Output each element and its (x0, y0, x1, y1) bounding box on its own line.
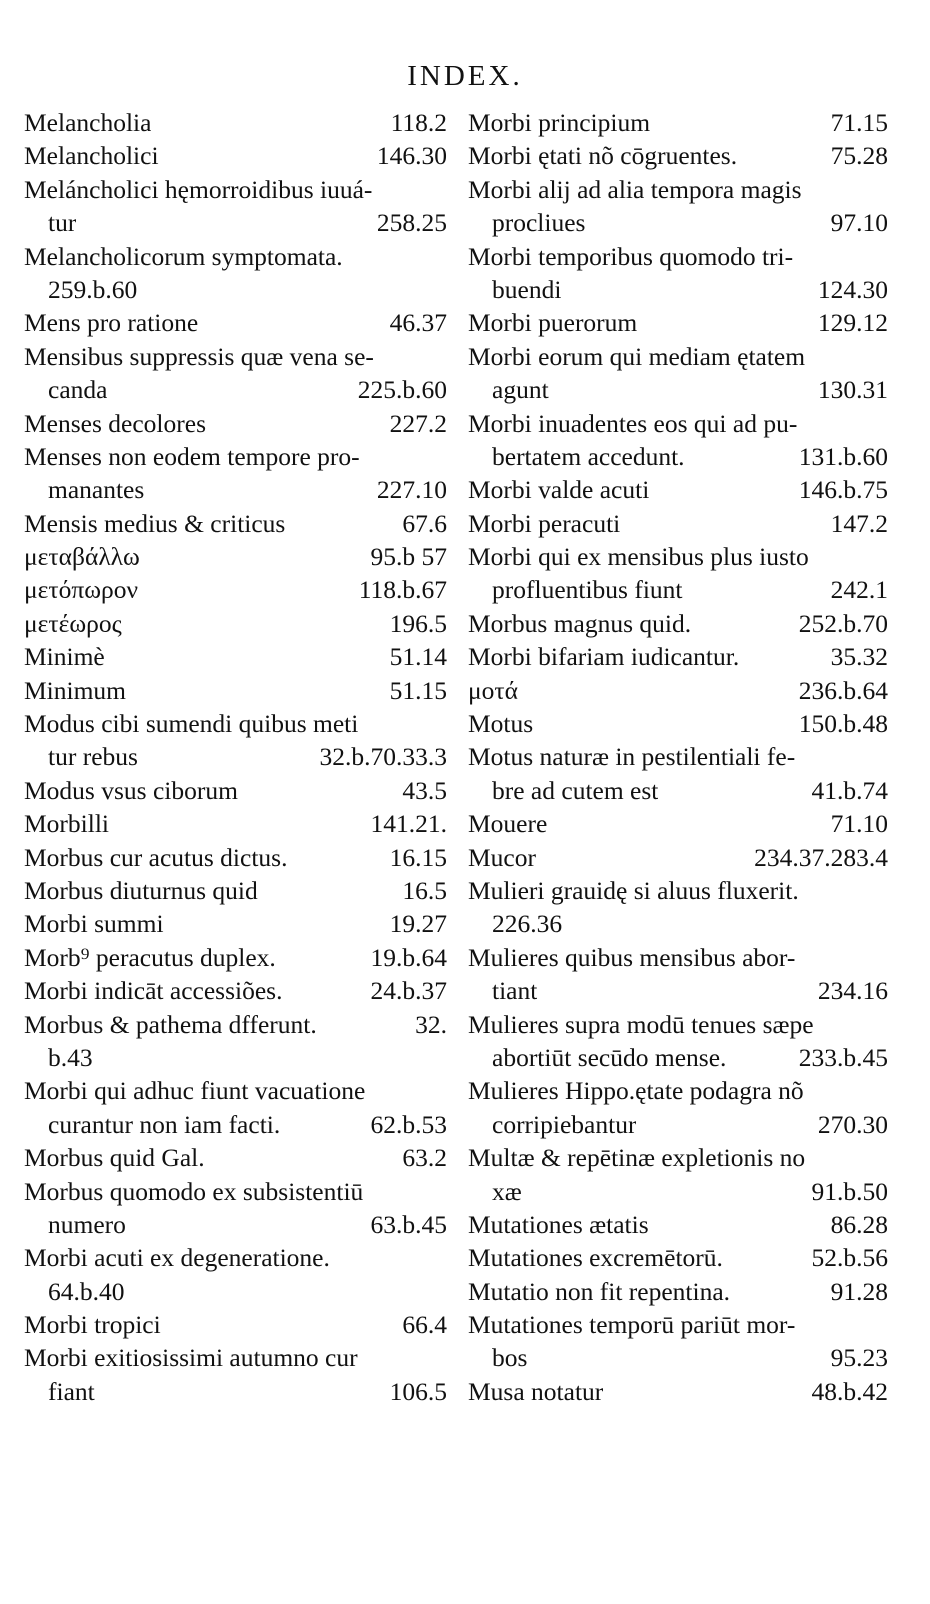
entry-line (468, 941, 888, 974)
entry-line (24, 206, 447, 239)
index-entry (468, 707, 888, 740)
entry-text: Morbus cur acutus dictus. (24, 842, 288, 872)
entry-line (24, 573, 447, 606)
entry-line (24, 440, 447, 473)
entry-line (24, 907, 447, 940)
entry-line (24, 106, 447, 139)
index-entry (468, 607, 888, 640)
entry-text: Morbus magnus quid. (468, 608, 692, 638)
index-entry (24, 407, 447, 440)
page-reference: 95.b 57 (370, 542, 447, 572)
index-entry (468, 740, 888, 807)
entry-text: Musa notatur (468, 1376, 604, 1406)
entry-text: Morbus quomodo ex subsistentiū (24, 1176, 364, 1206)
index-entry (24, 573, 447, 606)
page-reference: 51.14 (389, 642, 447, 672)
index-entry (468, 941, 888, 1008)
entry-line (468, 674, 888, 707)
index-entry (468, 1375, 888, 1408)
entry-line (24, 507, 447, 540)
entry-line (24, 540, 447, 573)
entry-line (24, 1241, 447, 1274)
entry-line (24, 473, 447, 506)
index-entry (24, 306, 447, 339)
page-reference: 91.b.50 (811, 1176, 888, 1206)
entry-line (468, 1041, 888, 1074)
entry-line (468, 607, 888, 640)
page-reference: 16.5 (402, 875, 447, 905)
index-column-left (24, 106, 447, 1408)
entry-line (24, 1041, 447, 1074)
index-entry (468, 407, 888, 474)
page-reference: 63.b.45 (370, 1209, 447, 1239)
entry-line (24, 674, 447, 707)
page-reference: 150.b.48 (798, 709, 888, 739)
entry-line (24, 1275, 447, 1308)
entry-text: Mutatio non fit repentina. (468, 1276, 731, 1306)
index-entry (468, 1141, 888, 1208)
entry-text: μετόπωρον (24, 575, 139, 605)
entry-text: Mouere (468, 809, 548, 839)
entry-text: Motus (468, 709, 534, 739)
entry-text: numero (48, 1209, 126, 1239)
entry-text: Menses decolores (24, 408, 206, 438)
index-entry (24, 440, 447, 507)
entry-text: Morbi principium (468, 108, 651, 137)
index-entry (468, 841, 888, 874)
entry-text: μετέωρος (24, 608, 122, 638)
entry-line (24, 974, 447, 1007)
page-reference: 32. (415, 1009, 447, 1039)
entry-line (24, 1108, 447, 1141)
entry-line (24, 306, 447, 339)
index-entry (468, 674, 888, 707)
entry-text: Morbi exitiosissimi autumno cur (24, 1343, 358, 1373)
page-reference: 63.2 (402, 1143, 447, 1173)
entry-line (24, 1308, 447, 1341)
entry-text: profluentibus fiunt (492, 575, 683, 605)
page-reference: 75.28 (830, 141, 888, 171)
index-entry (24, 907, 447, 940)
page-reference: 234.16 (817, 976, 888, 1006)
entry-text: Morbus diuturnus quid (24, 875, 258, 905)
index-entry (468, 807, 888, 840)
index-entry (24, 1175, 447, 1242)
entry-line (468, 273, 888, 306)
index-entry (24, 1341, 447, 1408)
index-entry (468, 1241, 888, 1274)
page-reference: 24.b.37 (370, 976, 447, 1006)
entry-line (468, 240, 888, 273)
entry-line (468, 841, 888, 874)
entry-line (468, 540, 888, 573)
index-column-right (468, 106, 888, 1408)
entry-text: curantur non iam facti. (48, 1109, 281, 1139)
entry-text: Mens pro ratione (24, 308, 199, 338)
entry-line (468, 340, 888, 373)
entry-text: Mutationes temporū pariūt mor- (468, 1310, 796, 1340)
index-entry (468, 139, 888, 172)
index-entry (468, 1008, 888, 1075)
index-entry (468, 173, 888, 240)
page-reference: 258.25 (376, 208, 447, 238)
page-reference: 130.31 (817, 375, 888, 405)
index-entry (468, 240, 888, 307)
entry-text: Morbi tropici (24, 1310, 161, 1340)
page-reference: 233.b.45 (798, 1042, 888, 1072)
index-entry (468, 1208, 888, 1241)
entry-text: Mulieres Hippo.ętate podagra nõ (468, 1076, 804, 1106)
entry-line (24, 1341, 447, 1374)
entry-line (468, 874, 888, 907)
page-reference: 71.15 (830, 108, 888, 137)
entry-text: Meláncholici hęmorroidibus iuuá- (24, 174, 373, 204)
page-reference: 227.10 (376, 475, 447, 505)
entry-line (468, 139, 888, 172)
index-entry (24, 139, 447, 172)
page-reference: 242.1 (830, 575, 888, 605)
entry-line (468, 640, 888, 673)
page-reference: 146.b.75 (798, 475, 888, 505)
entry-line (24, 607, 447, 640)
entry-text: Morbi bifariam iudicantur. (468, 642, 740, 672)
page-reference: 97.10 (830, 208, 888, 238)
page-reference: 106.5 (389, 1376, 447, 1406)
entry-line (468, 1341, 888, 1374)
page-reference: 234.37.283.4 (754, 842, 888, 872)
page-reference: 141.21. (370, 809, 447, 839)
entry-line (24, 1074, 447, 1107)
entry-line (24, 874, 447, 907)
page-reference: 270.30 (817, 1109, 888, 1139)
entry-text: b.43 (48, 1042, 93, 1072)
entry-line (24, 774, 447, 807)
index-entry (24, 974, 447, 1007)
entry-text: Morbus & pathema dfferunt. (24, 1009, 317, 1039)
index-entry (24, 941, 447, 974)
page-reference: 118.b.67 (358, 575, 447, 605)
page-reference: 252.b.70 (798, 608, 888, 638)
entry-text: μεταβάλλω (24, 542, 140, 572)
entry-text: Minimum (24, 675, 127, 705)
entry-line (468, 1074, 888, 1107)
index-entry (24, 1241, 447, 1308)
entry-line (468, 1308, 888, 1341)
entry-text: agunt (492, 375, 549, 405)
page-reference: 146.30 (376, 141, 447, 171)
entry-line (468, 407, 888, 440)
entry-text: xæ (492, 1176, 522, 1206)
entry-line (468, 774, 888, 807)
entry-line (468, 440, 888, 473)
entry-text: Morbi indicāt accessiões. (24, 976, 283, 1006)
entry-text: Morbi puerorum (468, 308, 638, 338)
entry-text: Morbilli (24, 809, 110, 839)
entry-text: tiant (492, 976, 538, 1006)
page-reference: 86.28 (830, 1209, 888, 1239)
index-entry (468, 507, 888, 540)
page-reference: 16.15 (389, 842, 447, 872)
entry-text: Mucor (468, 842, 536, 872)
entry-text: Motus naturæ in pestilentiali fe- (468, 742, 796, 772)
entry-text: tur rebus (48, 742, 138, 772)
index-entry (468, 340, 888, 407)
entry-line (24, 173, 447, 206)
entry-text: Mulieres quibus mensibus abor- (468, 942, 796, 972)
page-reference: 19.27 (389, 909, 447, 939)
index-entry (24, 707, 447, 774)
entry-text: Minimè (24, 642, 105, 672)
entry-text: 64.b.40 (48, 1276, 125, 1306)
entry-text: bre ad cutem est (492, 775, 659, 805)
entry-line (468, 1208, 888, 1241)
page-reference: 66.4 (402, 1310, 447, 1340)
entry-text: Melancholicorum symptomata. (24, 241, 343, 271)
entry-text: Morbi ętati nõ cōgruentes. (468, 141, 738, 171)
entry-text: Morbi acuti ex degeneratione. (24, 1243, 330, 1273)
entry-line (24, 1008, 447, 1041)
entry-text: 226.36 (492, 909, 563, 939)
entry-line (24, 740, 447, 773)
entry-text: Mulieri grauidę si aluus fluxerit. (468, 875, 799, 905)
entry-text: fiant (48, 1376, 95, 1406)
entry-text: Morbi inuadentes eos qui ad pu- (468, 408, 798, 438)
entry-text: Mensibus suppressis quæ vena se- (24, 341, 374, 371)
entry-line (468, 807, 888, 840)
index-entry (24, 173, 447, 240)
entry-text: Modus cibi sumendi quibus meti (24, 709, 359, 739)
entry-line (468, 1375, 888, 1408)
entry-text: Modus vsus ciborum (24, 775, 238, 805)
page-header: INDEX. (407, 60, 523, 92)
index-entry (24, 507, 447, 540)
index-entry (468, 106, 888, 139)
index-entry (24, 106, 447, 139)
entry-text: procliues (492, 208, 586, 238)
index-entry (24, 540, 447, 573)
page-reference: 52.b.56 (811, 1243, 888, 1273)
index-entry (24, 774, 447, 807)
index-entry (468, 1275, 888, 1308)
entry-line (24, 1141, 447, 1174)
index-entry (24, 1008, 447, 1075)
page-reference: 41.b.74 (811, 775, 888, 805)
entry-line (468, 507, 888, 540)
page-reference: 67.6 (402, 508, 447, 538)
entry-text: μοτά (468, 675, 519, 705)
entry-line (24, 407, 447, 440)
entry-line (24, 340, 447, 373)
entry-line (468, 1275, 888, 1308)
page-reference: 196.5 (389, 608, 447, 638)
entry-text: bos (492, 1343, 528, 1373)
index-entry (24, 340, 447, 407)
index-entry (24, 240, 447, 307)
entry-text: Morb⁹ peracutus duplex. (24, 942, 276, 972)
page-reference: 32.b.70.33.3 (319, 742, 447, 772)
page-reference: 43.5 (402, 775, 447, 805)
entry-line (24, 807, 447, 840)
index-entry (468, 306, 888, 339)
entry-line (468, 173, 888, 206)
entry-text: manantes (48, 475, 145, 505)
index-entry (468, 1074, 888, 1141)
entry-line (468, 106, 888, 139)
index-entry (24, 640, 447, 673)
page-reference: 124.30 (817, 274, 888, 304)
page-reference: 129.12 (817, 308, 888, 338)
entry-text: Melancholia (24, 108, 152, 137)
entry-line (468, 473, 888, 506)
entry-text: Morbi valde acuti (468, 475, 650, 505)
page-reference: 227.2 (389, 408, 447, 438)
index-entry (24, 1308, 447, 1341)
entry-text: corripiebantur (492, 1109, 637, 1139)
page-reference: 225.b.60 (357, 375, 447, 405)
entry-line (468, 1008, 888, 1041)
page-reference: 147.2 (830, 508, 888, 538)
index-entry (24, 607, 447, 640)
page-reference: 62.b.53 (370, 1109, 447, 1139)
index-entry (24, 841, 447, 874)
entry-text: 259.b.60 (48, 274, 138, 304)
entry-text: Melancholici (24, 141, 159, 171)
entry-text: canda (48, 375, 108, 405)
entry-text: Multæ & repētinæ expletionis no (468, 1143, 806, 1173)
entry-text: bertatem accedunt. (492, 441, 685, 471)
entry-line (24, 1375, 447, 1408)
entry-line (24, 139, 447, 172)
entry-text: Morbus quid Gal. (24, 1143, 205, 1173)
entry-text: Mulieres supra modū tenues sæpe (468, 1009, 814, 1039)
entry-text: Menses non eodem tempore pro- (24, 441, 360, 471)
page-reference: 19.b.64 (370, 942, 447, 972)
index-entry (24, 874, 447, 907)
entry-line (24, 273, 447, 306)
page-reference: 95.23 (830, 1343, 888, 1373)
entry-line (468, 306, 888, 339)
entry-text: Morbi temporibus quomodo tri- (468, 241, 794, 271)
entry-line (24, 373, 447, 406)
entry-line (468, 373, 888, 406)
entry-line (468, 573, 888, 606)
entry-text: Mutationes ætatis (468, 1209, 649, 1239)
entry-line (468, 707, 888, 740)
entry-text: Morbi eorum qui mediam ętatem (468, 341, 806, 371)
index-entry (24, 1141, 447, 1174)
index-entry (468, 1308, 888, 1375)
page-reference: 35.32 (830, 642, 888, 672)
page-reference: 236.b.64 (798, 675, 888, 705)
entry-line (24, 1175, 447, 1208)
entry-text: Morbi peracuti (468, 508, 621, 538)
entry-text: abortiūt secūdo mense. (492, 1042, 727, 1072)
entry-line (468, 1175, 888, 1208)
entry-line (24, 941, 447, 974)
page-reference: 48.b.42 (811, 1376, 888, 1406)
entry-text: Morbi qui adhuc fiunt vacuatione (24, 1076, 366, 1106)
entry-text: Morbi qui ex mensibus plus iusto (468, 542, 809, 572)
entry-line (468, 1141, 888, 1174)
page-reference: 131.b.60 (798, 441, 888, 471)
index-entry (468, 874, 888, 941)
page-reference: 46.37 (389, 308, 447, 338)
entry-line (468, 1241, 888, 1274)
entry-text: Mensis medius & criticus (24, 508, 286, 538)
entry-text: Morbi summi (24, 909, 164, 939)
entry-text: buendi (492, 274, 562, 304)
index-entry (468, 473, 888, 506)
entry-line (24, 841, 447, 874)
entry-text: Morbi alij ad alia tempora magis (468, 174, 802, 204)
index-entry (24, 1074, 447, 1141)
index-entry (24, 807, 447, 840)
entry-line (24, 640, 447, 673)
index-entry (24, 674, 447, 707)
page-reference: 118.2 (390, 108, 447, 137)
entry-line (468, 1108, 888, 1141)
entry-line (468, 907, 888, 940)
entry-line (468, 206, 888, 239)
entry-line (468, 740, 888, 773)
page-reference: 71.10 (830, 809, 888, 839)
entry-text: Mutationes excremētorū. (468, 1243, 723, 1273)
index-entry (468, 540, 888, 607)
entry-line (468, 974, 888, 1007)
page-reference: 51.15 (389, 675, 447, 705)
entry-line (24, 1208, 447, 1241)
entry-text: tur (48, 208, 77, 238)
page-reference: 91.28 (830, 1276, 888, 1306)
index-entry (468, 640, 888, 673)
entry-line (24, 707, 447, 740)
entry-line (24, 240, 447, 273)
